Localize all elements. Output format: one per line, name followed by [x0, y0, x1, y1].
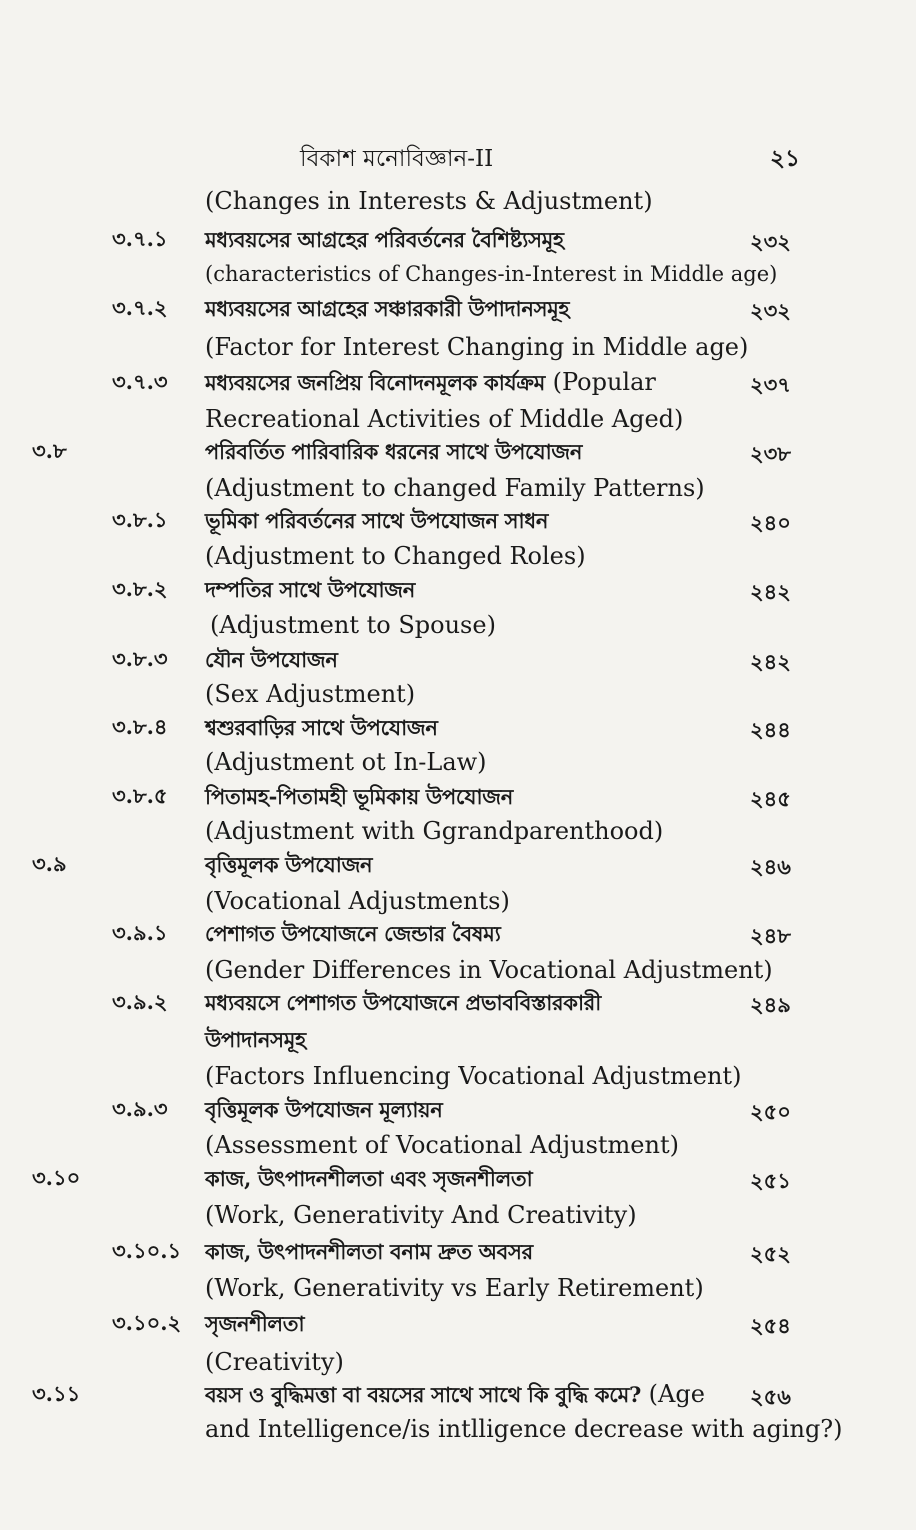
entry-english-title: (characteristics of Changes-in-Interest in Middle age) [205, 262, 778, 286]
entry-title: মধ্যবয়সের জনপ্রিয় বিনোদনমূলক কার্যক্রম (Popular [205, 368, 656, 396]
entry-page-number: ২৩৭ [750, 372, 791, 397]
entry-english-title: (Creativity) [205, 1348, 344, 1376]
entry-page-number: ২৪৬ [750, 854, 791, 879]
entry-title-tail: (Age [641, 1380, 705, 1408]
entry-title: কাজ, উৎপাদনশীলতা বনাম দ্রুত অবসর [205, 1239, 533, 1264]
entry-english-title: (Factor for Interest Changing in Middle age) [205, 333, 749, 361]
section-number: ৩.৯ [32, 851, 67, 876]
subsection-number: ৩.৯.১ [112, 920, 168, 945]
section-number: ৩.৮ [32, 438, 67, 463]
entry-page-number: ২৪২ [750, 579, 791, 604]
entry-english-title: and Intelligence/is intlligence decrease with aging?) [205, 1415, 843, 1443]
entry-page-number: ২৫৬ [750, 1384, 791, 1409]
entry-title: যৌন উপযোজন [205, 647, 338, 672]
entry-page-number: ২৩৮ [750, 441, 791, 466]
entry-page-number: ২৪২ [750, 649, 791, 674]
entry-title: শ্বশুরবাড়ির সাথে উপযোজন [205, 715, 438, 740]
subsection-number: ৩.১০.১ [112, 1238, 182, 1263]
subsection-number: ৩.৭.৩ [112, 369, 168, 394]
entry-title: পিতামহ-পিতামহী ভূমিকায় উপযোজন [205, 784, 513, 809]
entry-english-title: (Changes in Interests & Adjustment) [205, 187, 653, 215]
entry-page-number: ২৪৯ [750, 992, 791, 1017]
subsection-number: ৩.৭.১ [112, 226, 168, 251]
running-header-page-number: ২১ [770, 145, 800, 172]
entry-title: ভূমিকা পরিবর্তনের সাথে উপযোজন সাধন [205, 508, 549, 533]
entry-english-title: Recreational Activities of Middle Aged) [205, 405, 684, 433]
subsection-number: ৩.৮.৪ [112, 714, 168, 739]
subsection-number: ৩.৯.৩ [112, 1096, 168, 1121]
entry-english-title: (Gender Differences in Vocational Adjustment) [205, 956, 773, 984]
running-header-title: বিকাশ মনোবিজ্ঞান-II [300, 146, 494, 172]
entry-title: মধ্যবয়সে পেশাগত উপযোজনে প্রভাববিস্তারকারী [205, 990, 602, 1015]
entry-title: বৃত্তিমূলক উপযোজন মূল্যায়ন [205, 1097, 443, 1122]
subsection-number: ৩.৮.১ [112, 507, 168, 532]
entry-english-title: (Factors Influencing Vocational Adjustment) [205, 1062, 742, 1090]
section-number: ৩.১০ [32, 1165, 81, 1190]
entry-english-title: (Adjustment with Ggrandparenthood) [205, 817, 664, 845]
subsection-number: ৩.৮.৩ [112, 646, 168, 671]
entry-page-number: ২৫২ [750, 1241, 791, 1266]
subsection-number: ৩.৯.২ [112, 989, 168, 1014]
entry-title: মধ্যবয়সের আগ্রহের পরিবর্তনের বৈশিষ্ট্যসমূহ [205, 227, 564, 252]
entry-page-number: ২৫১ [750, 1168, 791, 1193]
entry-english-title: (Assessment of Vocational Adjustment) [205, 1131, 679, 1159]
entry-english-title: (Adjustment ot In-Law) [205, 748, 487, 776]
entry-title-tail: (Popular [544, 368, 656, 396]
entry-english-title: (Work, Generativity vs Early Retirement) [205, 1274, 704, 1302]
entry-title: উপাদানসমূহ [205, 1027, 306, 1052]
subsection-number: ৩.১০.২ [112, 1310, 182, 1335]
entry-title: কাজ, উৎপাদনশীলতা এবং সৃজনশীলতা [205, 1166, 533, 1191]
entry-english-title: (Sex Adjustment) [205, 680, 416, 708]
entry-page-number: ২৪০ [750, 510, 791, 535]
entry-page-number: ২৪৫ [750, 786, 791, 811]
entry-english-title: (Adjustment to changed Family Patterns) [205, 474, 705, 502]
entry-title: সৃজনশীলতা [205, 1311, 305, 1336]
entry-title: মধ্যবয়সের আগ্রহের সঞ্চারকারী উপাদানসমূহ [205, 296, 570, 321]
subsection-number: ৩.৭.২ [112, 295, 168, 320]
entry-title: দম্পতির সাথে উপযোজন [205, 577, 415, 602]
entry-english-title: (Vocational Adjustments) [205, 887, 510, 915]
subsection-number: ৩.৮.২ [112, 576, 168, 601]
subsection-number: ৩.৮.৫ [112, 783, 168, 808]
section-number: ৩.১১ [32, 1381, 81, 1406]
entry-english-title: (Work, Generativity And Creativity) [205, 1201, 637, 1229]
entry-page-number: ২৩২ [750, 229, 791, 254]
entry-title: বয়স ও বুদ্ধিমত্তা বা বয়সের সাথে সাথে কি বুদ্ধি কমে? (Age [205, 1380, 705, 1408]
entry-english-title: (Adjustment to Spouse) [210, 611, 496, 639]
entry-title: পরিবর্তিত পারিবারিক ধরনের সাথে উপযোজন [205, 439, 583, 464]
entry-english-title: (Adjustment to Changed Roles) [205, 542, 586, 570]
entry-page-number: ২৪৪ [750, 717, 791, 742]
entry-page-number: ২৪৮ [750, 923, 791, 948]
entry-title: পেশাগত উপযোজনে জেন্ডার বৈষম্য [205, 921, 501, 946]
entry-page-number: ২৫০ [750, 1099, 791, 1124]
entry-page-number: ২৩২ [750, 298, 791, 323]
entry-page-number: ২৫৪ [750, 1313, 791, 1338]
entry-title: বৃত্তিমূলক উপযোজন [205, 852, 373, 877]
